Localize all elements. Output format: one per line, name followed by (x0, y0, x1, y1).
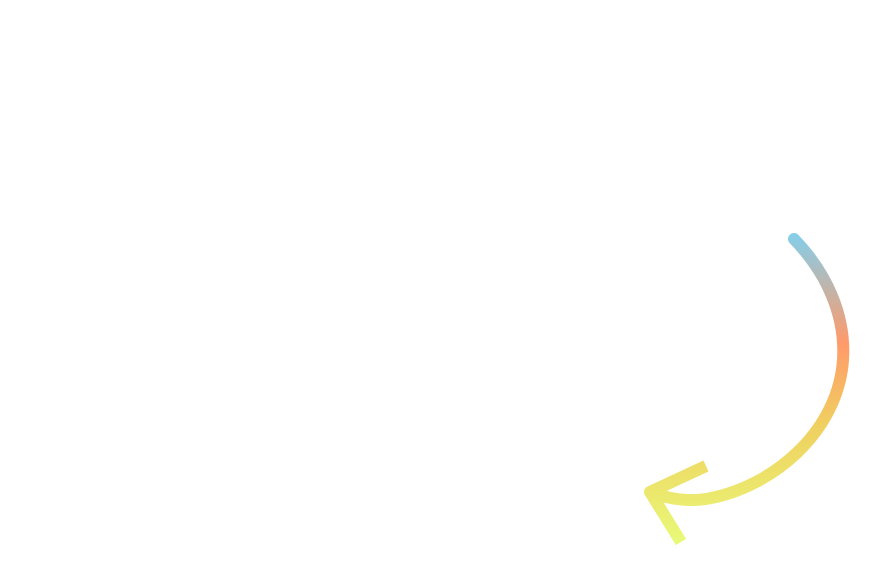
arrow-head-upper (650, 466, 706, 492)
arrow-shaft (650, 239, 843, 500)
